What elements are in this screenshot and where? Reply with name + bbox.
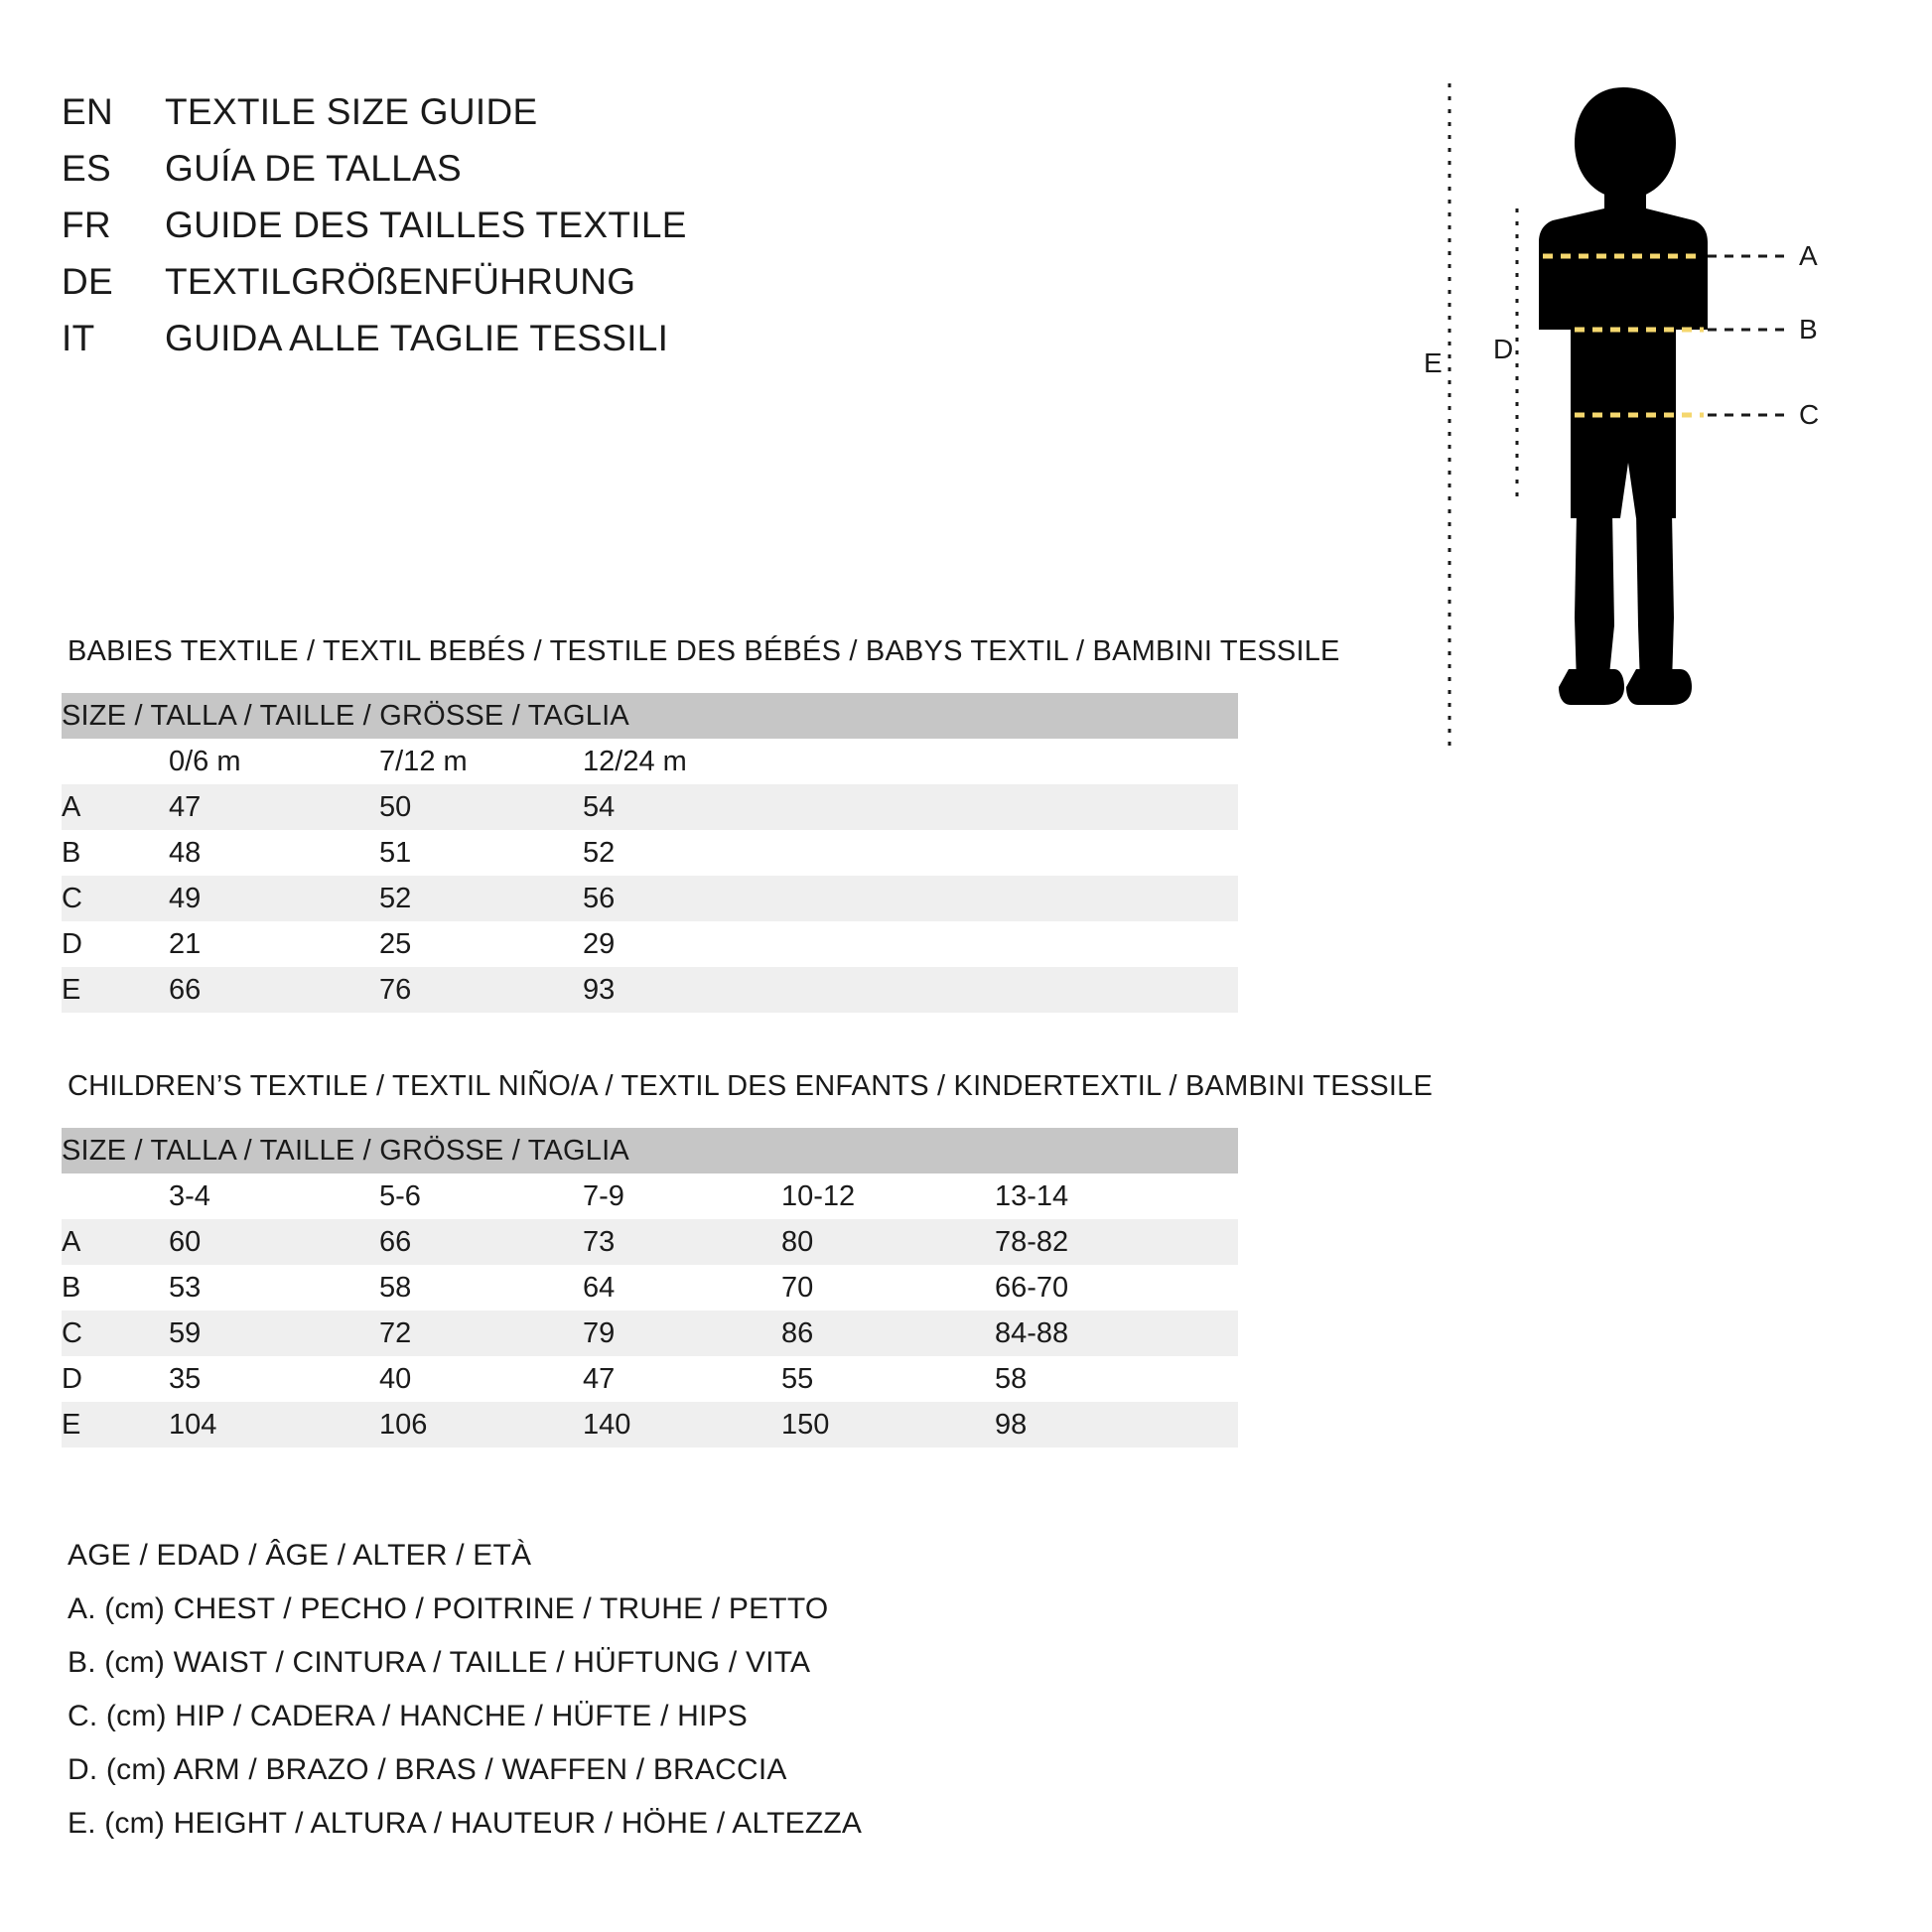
babies-row-label-e: E — [62, 967, 169, 1013]
children-column-4: 13-14 — [995, 1173, 1238, 1219]
language-row-it — [62, 318, 1104, 374]
children-b-2: 64 — [583, 1265, 781, 1311]
babies-e-0: 66 — [169, 967, 379, 1013]
children-row-label-e: E — [62, 1402, 169, 1448]
children-column-3: 10-12 — [781, 1173, 995, 1219]
language-code-fr: FR — [62, 205, 111, 245]
legend-item-waist: B. (cm) WAIST / CINTURA / TAILLE / HÜFTUNG / VITA — [68, 1646, 811, 1679]
children-row-label-a: A — [62, 1219, 169, 1265]
babies-column-header-row — [62, 739, 1238, 784]
children-column-0: 3-4 — [169, 1173, 379, 1219]
children-d-0: 35 — [169, 1356, 379, 1402]
language-title-en: TEXTILE SIZE GUIDE — [165, 91, 538, 132]
language-title-fr: GUIDE DES TAILLES TEXTILE — [165, 205, 687, 245]
measurement-legend — [68, 1529, 1259, 1851]
language-title-block — [62, 91, 1104, 374]
children-c-1: 72 — [379, 1311, 583, 1356]
babies-b-1: 51 — [379, 830, 583, 876]
table-row — [62, 1311, 1238, 1356]
table-row — [62, 967, 1238, 1013]
children-row-label-c: C — [62, 1311, 169, 1356]
children-size-header: SIZE / TALLA / TAILLE / GRÖSSE / TAGLIA — [62, 1128, 1238, 1173]
legend-item-arm: D. (cm) ARM / BRAZO / BRAS / WAFFEN / BRACCIA — [68, 1753, 787, 1786]
children-c-0: 59 — [169, 1311, 379, 1356]
figure-label-d: D — [1493, 334, 1514, 364]
children-section-heading: CHILDREN’S TEXTILE / TEXTIL NIÑO/A / TEXTIL DES ENFANTS / KINDERTEXTIL / BAMBINI TESSILE — [68, 1070, 1434, 1102]
babies-row-label-d: D — [62, 921, 169, 967]
babies-a-2: 54 — [583, 784, 1238, 830]
language-row-de — [62, 261, 1104, 318]
legend-item-chest: A. (cm) CHEST / PECHO / POITRINE / TRUHE / PETTO — [68, 1592, 829, 1625]
language-row-es — [62, 148, 1104, 205]
children-d-2: 47 — [583, 1356, 781, 1402]
children-column-2: 7-9 — [583, 1173, 781, 1219]
babies-a-0: 47 — [169, 784, 379, 830]
language-title-it: GUIDA ALLE TAGLIE TESSILI — [165, 318, 669, 358]
children-a-3: 80 — [781, 1219, 995, 1265]
babies-c-1: 52 — [379, 876, 583, 921]
legend-item-hip: C. (cm) HIP / CADERA / HANCHE / HÜFTE / HIPS — [68, 1700, 748, 1732]
language-row-en — [62, 91, 1104, 148]
babies-size-table — [62, 693, 1238, 1013]
babies-b-2: 52 — [583, 830, 1238, 876]
children-a-4: 78-82 — [995, 1219, 1238, 1265]
babies-row-label-a: A — [62, 784, 169, 830]
babies-c-0: 49 — [169, 876, 379, 921]
figure-label-a: A — [1799, 240, 1818, 271]
children-d-4: 58 — [995, 1356, 1238, 1402]
babies-section-heading: BABIES TEXTILE / TEXTIL BEBÉS / TESTILE DES BÉBÉS / BABYS TEXTIL / BAMBINI TESSILE — [68, 635, 1340, 667]
children-a-2: 73 — [583, 1219, 781, 1265]
babies-d-1: 25 — [379, 921, 583, 967]
children-d-3: 55 — [781, 1356, 995, 1402]
babies-d-2: 29 — [583, 921, 1238, 967]
language-code-it: IT — [62, 318, 95, 358]
babies-row-label-b: B — [62, 830, 169, 876]
table-row — [62, 830, 1238, 876]
babies-corner-cell — [62, 739, 169, 784]
table-row — [62, 784, 1238, 830]
babies-column-1: 7/12 m — [379, 739, 583, 784]
language-code-de: DE — [62, 261, 113, 302]
language-title-es: GUÍA DE TALLAS — [165, 148, 462, 189]
table-row — [62, 921, 1238, 967]
legend-title: AGE / EDAD / ÂGE / ALTER / ETÀ — [68, 1539, 532, 1572]
table-row — [62, 876, 1238, 921]
children-d-1: 40 — [379, 1356, 583, 1402]
babies-c-2: 56 — [583, 876, 1238, 921]
babies-d-0: 21 — [169, 921, 379, 967]
legend-item-height: E. (cm) HEIGHT / ALTURA / HAUTEUR / HÖHE / ALTEZZA — [68, 1807, 863, 1840]
children-b-1: 58 — [379, 1265, 583, 1311]
figure-label-e: E — [1424, 347, 1443, 378]
measurement-figure — [1410, 69, 1876, 764]
children-column-1: 5-6 — [379, 1173, 583, 1219]
babies-column-0: 0/6 m — [169, 739, 379, 784]
children-b-3: 70 — [781, 1265, 995, 1311]
figure-label-b: B — [1799, 314, 1818, 345]
babies-column-2: 12/24 m — [583, 739, 1238, 784]
children-table-header-row — [62, 1128, 1238, 1173]
babies-table-header-row — [62, 693, 1238, 739]
table-row — [62, 1219, 1238, 1265]
table-row — [62, 1265, 1238, 1311]
children-e-2: 140 — [583, 1402, 781, 1448]
children-size-table — [62, 1128, 1238, 1448]
child-silhouette — [1539, 87, 1708, 705]
children-e-3: 150 — [781, 1402, 995, 1448]
babies-e-1: 76 — [379, 967, 583, 1013]
babies-row-label-c: C — [62, 876, 169, 921]
children-b-0: 53 — [169, 1265, 379, 1311]
children-a-0: 60 — [169, 1219, 379, 1265]
children-row-label-d: D — [62, 1356, 169, 1402]
figure-label-c: C — [1799, 399, 1820, 430]
babies-b-0: 48 — [169, 830, 379, 876]
language-title-de: TEXTILGRÖßENFÜHRUNG — [165, 261, 636, 302]
table-row — [62, 1356, 1238, 1402]
language-code-en: EN — [62, 91, 113, 132]
babies-a-1: 50 — [379, 784, 583, 830]
children-e-1: 106 — [379, 1402, 583, 1448]
babies-size-header: SIZE / TALLA / TAILLE / GRÖSSE / TAGLIA — [62, 693, 1238, 739]
children-c-4: 84-88 — [995, 1311, 1238, 1356]
children-a-1: 66 — [379, 1219, 583, 1265]
children-corner-cell — [62, 1173, 169, 1219]
children-b-4: 66-70 — [995, 1265, 1238, 1311]
language-code-es: ES — [62, 148, 111, 189]
children-c-3: 86 — [781, 1311, 995, 1356]
table-row — [62, 1402, 1238, 1448]
children-column-header-row — [62, 1173, 1238, 1219]
children-c-2: 79 — [583, 1311, 781, 1356]
children-e-4: 98 — [995, 1402, 1238, 1448]
language-row-fr — [62, 205, 1104, 261]
children-row-label-b: B — [62, 1265, 169, 1311]
babies-e-2: 93 — [583, 967, 1238, 1013]
children-e-0: 104 — [169, 1402, 379, 1448]
